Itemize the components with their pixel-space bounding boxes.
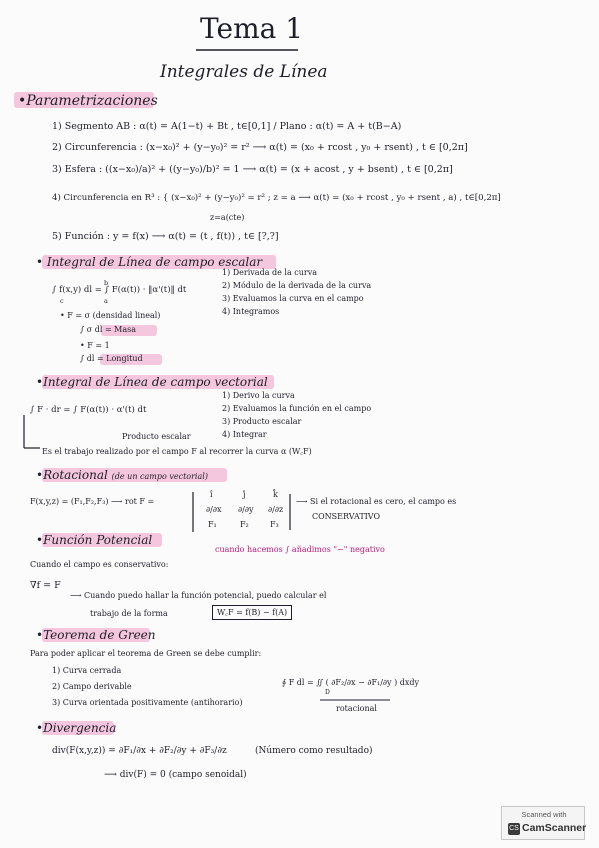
param-item-4-note: z=a(cte) xyxy=(210,213,245,222)
badge-line-1: Scanned with xyxy=(521,810,567,819)
heading-parametrizaciones: •Parametrizaciones xyxy=(18,93,158,109)
page-subtitle: Integrales de Línea xyxy=(160,62,328,82)
vectorial-trabajo: Es el trabajo realizado por el campo F al recorrer la curva α (W꜀F) xyxy=(42,447,312,456)
heading-potencial: •Función Potencial xyxy=(36,533,153,547)
escalar-limit-c: c xyxy=(60,297,64,305)
escalar-formula: ∫ f(x,y) dl = ∫ F(α(t)) · ‖α'(t)‖ dt xyxy=(52,285,187,295)
green-cond-1: 1) Curva cerrada xyxy=(52,666,122,675)
param-item-2: 2) Circunferencia : (x−x₀)² + (y−y₀)² = r² ⟶ α(t) = (x₀ + rcost , y₀ + rsent) , t ∈ [0,2π] xyxy=(52,142,468,153)
escalar-note-2b: ∫ dl = Longitud xyxy=(80,354,143,363)
camscanner-logo-icon: CS xyxy=(508,823,520,835)
rot-matrix-f3: F₃ xyxy=(270,520,279,529)
potencial-intro: Cuando el campo es conservativo: xyxy=(30,560,169,569)
green-cond-2: 2) Campo derivable xyxy=(52,682,132,691)
escalar-note-1b: ∫ σ dl = Masa xyxy=(80,325,137,334)
rot-matrix-dy: ∂/∂y xyxy=(238,505,254,514)
potencial-boxed-formula: W꜀F = f(B) − f(A) xyxy=(212,605,292,620)
escalar-step-2: 2) Módulo de la derivada de la curva xyxy=(222,281,372,290)
escalar-note-1: • F = σ (densidad lineal) xyxy=(60,311,161,320)
escalar-step-1: 1) Derivada de la curva xyxy=(222,268,318,277)
heading-divergencia: •Divergencia xyxy=(36,721,117,735)
page-title: Tema 1 xyxy=(200,12,304,45)
potencial-eq: ∇f = F xyxy=(30,580,61,591)
badge-line-2: CamScanner xyxy=(522,822,587,834)
rot-matrix-i: î xyxy=(210,490,213,499)
escalar-limit-b: b xyxy=(104,279,109,287)
escalar-limit-a: a xyxy=(104,297,108,305)
potencial-text-1: ⟶ Cuando puedo hallar la función potencial, puedo calcular el xyxy=(70,591,327,600)
green-intro: Para poder aplicar el teorema de Green se debe cumplir: xyxy=(30,649,262,658)
param-item-3: 3) Esfera : ((x−x₀)/a)² + ((y−y₀)/b)² = 1 ⟶ α(t) = (x + acost , y + bsent) , t ∈ [0,2π] xyxy=(52,164,453,175)
green-rotacional-label: rotacional xyxy=(336,704,377,713)
heading-green: •Teorema de Green xyxy=(36,628,156,642)
vectorial-step-4: 4) Integrar xyxy=(222,430,267,439)
param-item-1: 1) Segmento AB : α(t) = A(1−t) + Bt , t∈[0,1] / Plano : α(t) = A + t(B−A) xyxy=(52,121,402,132)
potencial-pink-note: cuando hacemos ∫ añadimos "−" negativo xyxy=(215,545,385,554)
vectorial-producto: Producto escalar xyxy=(122,432,191,441)
rot-matrix-f2: F₂ xyxy=(240,520,249,529)
rot-matrix-k: k̂ xyxy=(273,490,278,499)
param-item-4: 4) Circunferencia en R³ : { (x−x₀)² + (y−y₀)² = r² ; z = a ⟶ α(t) = (x₀ + rcost , y₀ + rsent , a) , t∈[0,2π] xyxy=(52,193,501,203)
rotacional-note: ⟶ Si el rotacional es cero, el campo es xyxy=(296,497,457,506)
param-item-5: 5) Función : y = f(x) ⟶ α(t) = (t , f(t)) , t∈ [?,?] xyxy=(52,231,279,242)
escalar-step-4: 4) Integramos xyxy=(222,307,280,316)
rotacional-note-2: CONSERVATIVO xyxy=(312,512,381,521)
rot-matrix-f1: F₁ xyxy=(208,520,217,529)
rotacional-formula: F(x,y,z) = (F₁,F₂,F₃) ⟶ rot F = xyxy=(30,497,155,506)
divergencia-formula: div(F(x,y,z)) = ∂F₁/∂x + ∂F₂/∂y + ∂F₃/∂z xyxy=(52,746,227,756)
camscanner-badge xyxy=(501,806,585,840)
green-region: D xyxy=(325,689,330,696)
heading-vectorial: •Integral de Línea de campo vectorial xyxy=(36,375,268,389)
vectorial-formula: ∫ F · dr = ∫ F(α(t)) · α'(t) dt xyxy=(30,405,147,415)
green-formula: ∮ F dl = ∬ ( ∂F₂/∂x − ∂F₁/∂y ) dxdy xyxy=(282,678,420,687)
escalar-step-3: 3) Evaluamos la curva en el campo xyxy=(222,294,364,303)
green-cond-3: 3) Curva orientada positivamente (antihorario) xyxy=(52,698,243,707)
vectorial-step-3: 3) Producto escalar xyxy=(222,417,302,426)
divergencia-note: ⟶ div(F) = 0 (campo senoidal) xyxy=(104,770,247,780)
heading-rotacional: •Rotacional (de un campo vectorial) xyxy=(36,468,208,482)
divergencia-result: (Número como resultado) xyxy=(255,746,373,756)
heading-escalar: • Integral de Línea de campo escalar xyxy=(36,255,263,269)
rot-matrix-dx: ∂/∂x xyxy=(206,505,222,514)
vectorial-step-1: 1) Derivo la curva xyxy=(222,391,295,400)
vectorial-step-2: 2) Evaluamos la función en el campo xyxy=(222,404,372,413)
potencial-text-2: trabajo de la forma xyxy=(90,609,168,618)
escalar-note-2: • F = 1 xyxy=(80,341,110,350)
rot-matrix-dz: ∂/∂z xyxy=(268,505,284,514)
rot-matrix-j: ĵ xyxy=(243,490,246,499)
